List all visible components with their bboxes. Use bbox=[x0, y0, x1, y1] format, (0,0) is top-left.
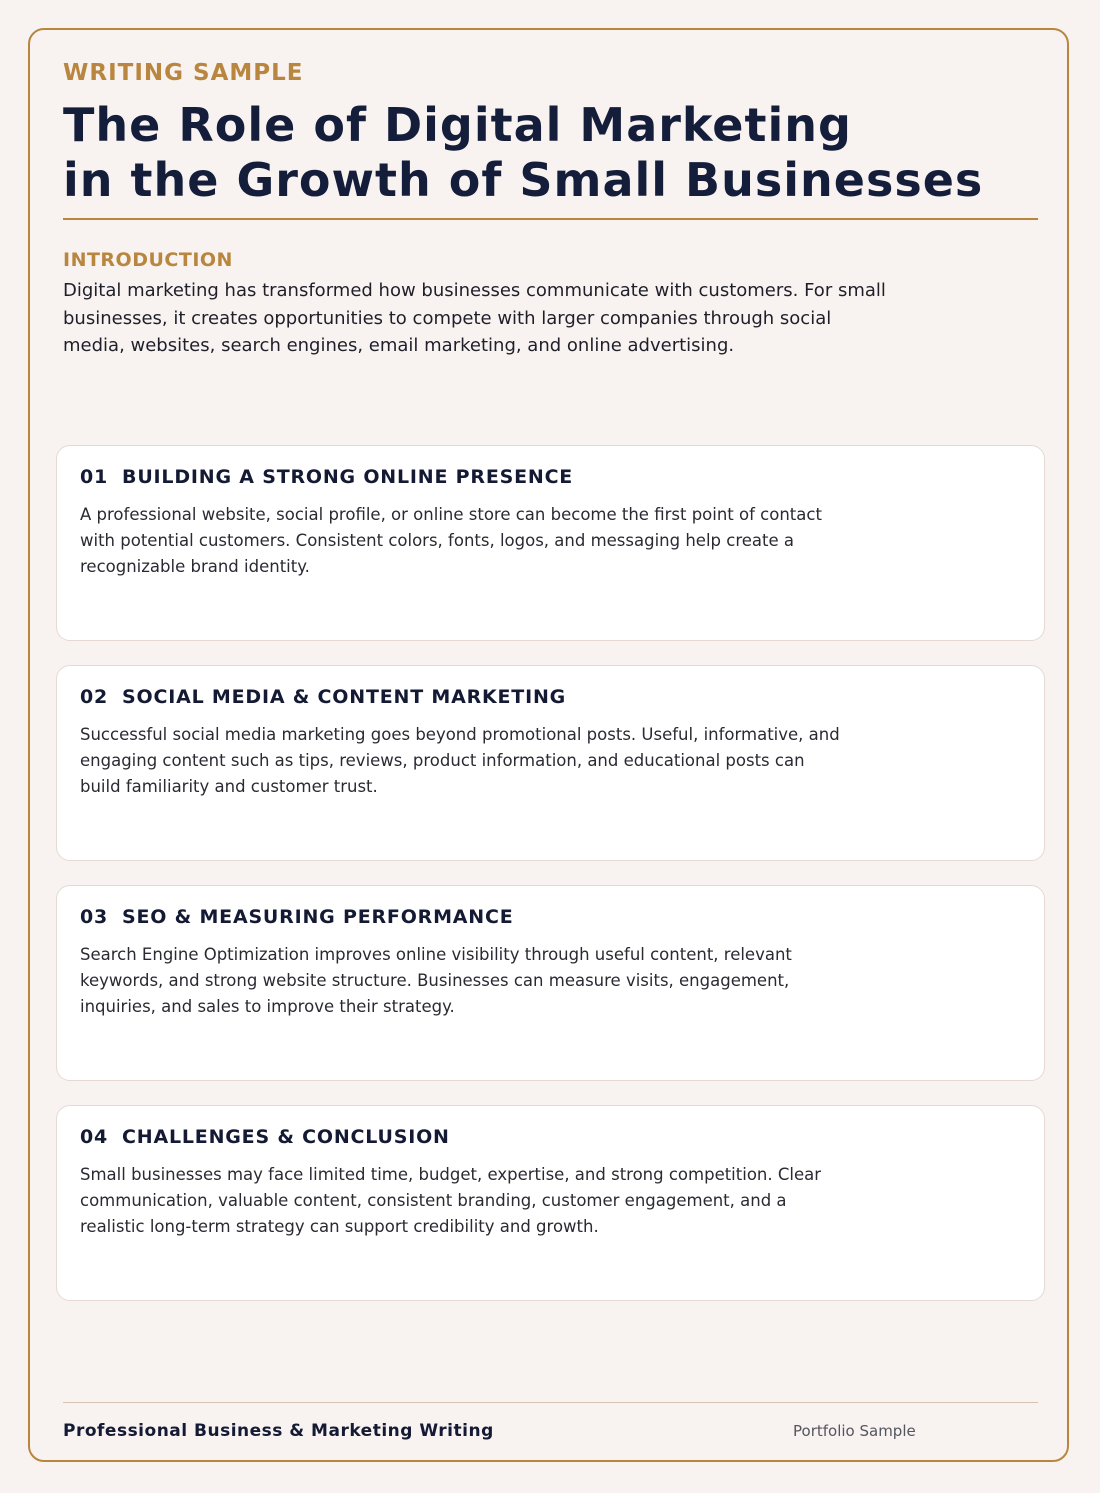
section-card-01 bbox=[56, 445, 1045, 641]
section-title: BUILDING A STRONG ONLINE PRESENCE bbox=[122, 466, 574, 488]
section-number: 02 bbox=[80, 686, 109, 708]
section-card-04 bbox=[56, 1105, 1045, 1301]
footer-divider bbox=[63, 1402, 1038, 1403]
section-number: 03 bbox=[80, 906, 109, 928]
footer-tag: Portfolio Sample bbox=[793, 1422, 916, 1440]
page-title bbox=[63, 98, 983, 208]
section-heading bbox=[80, 466, 573, 488]
section-text: Successful social media marketing goes beyond promotional posts. Useful, informative, and engaging content such as tips, reviews, product information, and educational posts can build familiarity and customer trust. bbox=[80, 725, 840, 796]
section-title: SOCIAL MEDIA & CONTENT MARKETING bbox=[122, 686, 567, 708]
section-title: CHALLENGES & CONCLUSION bbox=[122, 1126, 450, 1148]
intro-text: Digital marketing has transformed how businesses communicate with customers. For small businesses, it creates opportunities to compete with larger companies through social media, websites, search engines, email marketing, and online advertising. bbox=[63, 280, 886, 356]
section-card-03 bbox=[56, 885, 1045, 1081]
section-heading bbox=[80, 1126, 450, 1148]
section-text: Small businesses may face limited time, budget, expertise, and strong competition. Clear communication, valuable content, consistent branding, customer engagement, and a realistic long-term strategy can support credibility and growth. bbox=[80, 1165, 822, 1236]
section-number: 01 bbox=[80, 466, 109, 488]
title-line-1: The Role of Digital Marketing bbox=[63, 98, 852, 152]
section-text: Search Engine Optimization improves online visibility through useful content, relevant keywords, and strong website structure. Businesses can measure visits, engagement, inquiries, and sales to improve their strategy. bbox=[80, 945, 792, 1016]
section-title: SEO & MEASURING PERFORMANCE bbox=[122, 906, 514, 928]
footer-title: Professional Business & Marketing Writing bbox=[63, 1421, 494, 1441]
title-line-2: in the Growth of Small Businesses bbox=[63, 153, 984, 207]
intro-heading: INTRODUCTION bbox=[63, 249, 233, 271]
section-heading bbox=[80, 906, 514, 928]
section-text: A professional website, social profile, or online store can become the first point of contact with potential customers. Consistent colors, fonts, logos, and messaging help create a recognizable brand identity. bbox=[80, 505, 822, 576]
title-divider bbox=[63, 218, 1038, 220]
section-card-02 bbox=[56, 665, 1045, 861]
eyebrow-label: WRITING SAMPLE bbox=[63, 60, 304, 86]
section-heading bbox=[80, 686, 566, 708]
section-number: 04 bbox=[80, 1126, 109, 1148]
